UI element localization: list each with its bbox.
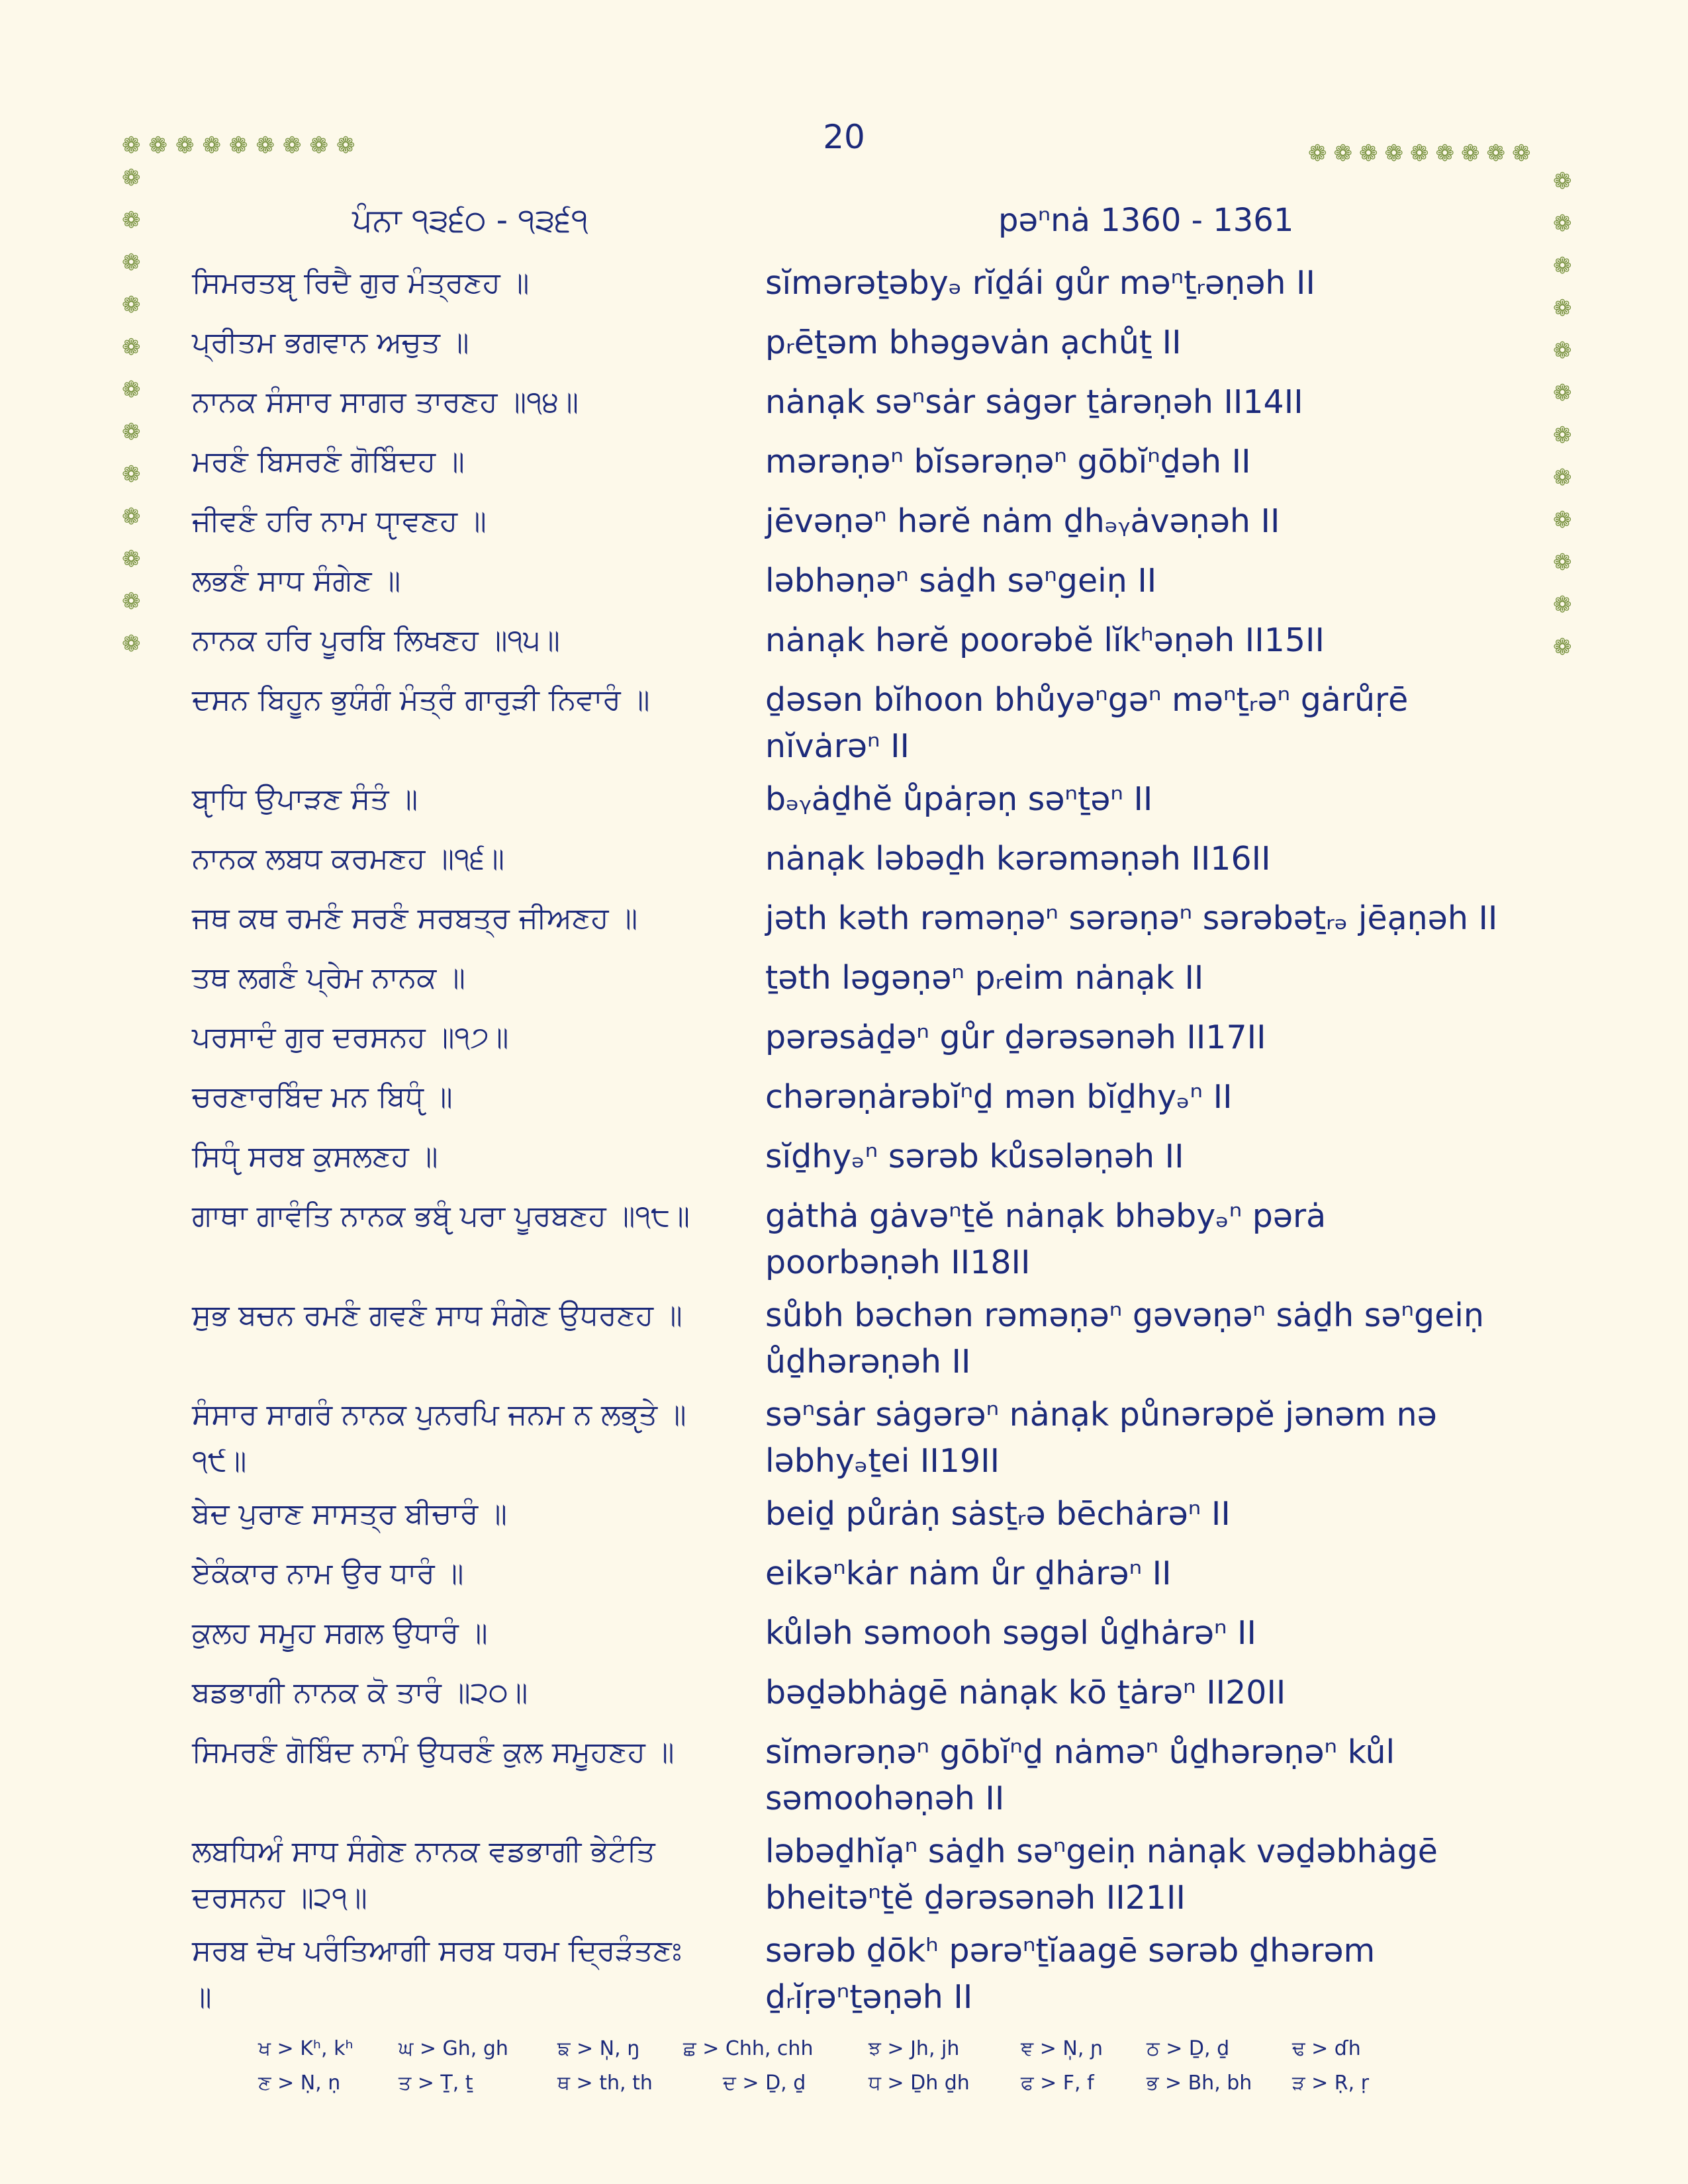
ornament-border-left: [122, 167, 144, 655]
page-number: 20: [823, 118, 865, 156]
verse-transliteration: jēvəṇəⁿ hərĕ nȧm ḏhₔᵧȧvəṇəh II: [765, 502, 1280, 540]
verse-gurmukhi: ਨਾਨਕ ਲਬਧ ਕਰਮਣਹ ॥੧੬॥: [192, 842, 504, 876]
flower-ornament-icon: ❁: [1553, 210, 1572, 237]
verse-gurmukhi: ਬੇਦ ਪੁਰਾਣ ਸਾਸਤ੍ਰ ਬੀਚਾਰੰ ॥: [192, 1497, 507, 1531]
verse-transliteration: sĭmərəṇəⁿ gōbĭⁿḏ nȧməⁿ ůḏhərəṇəⁿ kůl səmoohəṇəh II: [765, 1733, 1395, 1817]
verse-transliteration: nȧnạk ləbəḏh kərəməṇəh II16II: [765, 840, 1271, 878]
flower-ornament-icon: ❁: [1384, 140, 1410, 167]
flower-ornament-icon: ❁: [122, 631, 141, 657]
legend-entry: ਞ > N̩, ɲ: [1021, 2037, 1103, 2060]
verse-gurmukhi: ਬੵਾਧਿ ਉਪਾੜਣ ਸੰਤੰ ॥: [192, 782, 418, 816]
verse-gurmukhi: ਸਰਬ ਦੋਖ ਪਰੰਤਿਆਗੀ ਸਰਬ ਧਰਮ ਦ੍ਰਿੜੰਤਣਃ ॥: [192, 1934, 682, 2014]
flower-ornament-icon: ❁: [122, 250, 141, 276]
flower-ornament-icon: ❁: [122, 132, 149, 159]
flower-ornament-icon: ❁: [1333, 140, 1359, 167]
flower-ornament-icon: ❁: [1553, 634, 1572, 660]
legend-entry: ਭ > Bh, bh: [1147, 2071, 1252, 2095]
flower-ornament-icon: ❁: [336, 132, 363, 159]
flower-ornament-icon: ❁: [1359, 140, 1385, 167]
verse-gurmukhi: ਗਾਥਾ ਗਾਵੰਤਿ ਨਾਨਕ ਭਬੵੰ ਪਰਾ ਪੂਰਬਣਹ ॥੧੮॥: [192, 1199, 690, 1233]
verse-transliteration: kůləh səmooh səgəl ůḏhȧrəⁿ II: [765, 1614, 1256, 1652]
legend-entry: ਘ > Gh, gh: [399, 2037, 508, 2060]
verse-gurmukhi: ਸੁਭ ਬਚਨ ਰਮਣੰ ਗਵਣੰ ਸਾਧ ਸੰਗੇਣ ਉਧਰਣਹ ॥: [192, 1298, 682, 1332]
ornament-border-right: [1553, 170, 1575, 659]
verse-gurmukhi: ਦਸਨ ਬਿਹੂਨ ਭੁਯੰਗੰ ਮੰਤ੍ਰੰ ਗਾਰੁੜੀ ਨਿਵਾਰੰ ॥: [192, 683, 650, 717]
verse-transliteration: sərəb ḏōkʰ pərəⁿṯĭaagē sərəb ḏhərəm ḏᵣĭṛəⁿṯəṇəh II: [765, 1932, 1376, 2016]
verse-gurmukhi: ਨਾਨਕ ਹਰਿ ਪੂਰਬਿ ਲਿਖਣਹ ॥੧੫॥: [192, 623, 560, 657]
flower-ornament-icon: ❁: [1553, 422, 1572, 449]
verse-transliteration: səⁿsȧr sȧgərəⁿ nȧnạk půnərəpĕ jənəm nə ləbhyₔṯei II19II: [765, 1396, 1437, 1480]
legend-entry: ਥ > th, th: [557, 2071, 653, 2095]
verse-transliteration: sůbh bəchən rəməṇəⁿ gəvəṇəⁿ sȧḏh səⁿgeiṇ ůḏhərəṇəh II: [765, 1297, 1484, 1381]
verse-transliteration: gȧthȧ gȧvəⁿṯĕ nȧnạk bhəbyₔⁿ pərȧ poorbəṇəh II18II: [765, 1197, 1327, 1281]
verse-transliteration: beiḏ půrȧṇ sȧsṯᵣə bēchȧrəⁿ II: [765, 1495, 1231, 1533]
flower-ornament-icon: ❁: [122, 504, 141, 530]
legend-entry: ਖ > Kʰ, kʰ: [258, 2037, 353, 2060]
flower-ornament-icon: ❁: [1553, 168, 1572, 195]
verse-gurmukhi: ਸਿਧੵੰ ਸਰਬ ਕੁਸਲਣਹ ॥: [192, 1140, 438, 1173]
flower-ornament-icon: ❁: [229, 132, 256, 159]
legend-entry: ਛ > Chh, chh: [683, 2037, 814, 2060]
flower-ornament-icon: ❁: [1553, 295, 1572, 322]
legend-entry: ਢ > ɗh: [1292, 2037, 1361, 2060]
flower-ornament-icon: ❁: [256, 132, 283, 159]
legend-entry: ਣ > Ṇ, ṇ: [258, 2071, 341, 2095]
flower-ornament-icon: ❁: [122, 207, 141, 234]
flower-ornament-icon: ❁: [1308, 140, 1334, 167]
verse-gurmukhi: ਸਿਮਰਤਬੵ ਰਿਦੈ ਗੁਰ ਮੰਤ੍ਰਣਹ ॥: [192, 266, 530, 300]
verse-gurmukhi: ਪਰਸਾਦੰ ਗੁਰ ਦਰਸਨਹ ॥੧੭॥: [192, 1021, 509, 1054]
verse-transliteration: sĭḏhyₔⁿ sərəb kůsələṇəh II: [765, 1138, 1184, 1175]
legend-entry: ਫ > F, f: [1021, 2071, 1094, 2095]
verse-gurmukhi: ਪ੍ਰੀਤਮ ਭਗਵਾਨ ਅਚੁਤ ॥: [192, 326, 469, 359]
flower-ornament-icon: ❁: [1553, 592, 1572, 618]
flower-ornament-icon: ❁: [122, 165, 141, 191]
flower-ornament-icon: ❁: [122, 334, 141, 361]
flower-ornament-icon: ❁: [1553, 338, 1572, 364]
header-transliteration: pəⁿnȧ 1360 - 1361: [998, 202, 1294, 239]
verse-gurmukhi: ਸੰਸਾਰ ਸਾਗਰੰ ਨਾਨਕ ਪੁਨਰਪਿ ਜਨਮ ਨ ਲਭੵਤੇ ॥੧੯॥: [192, 1398, 686, 1478]
verse-gurmukhi: ਏਕੰਕਾਰ ਨਾਮ ਉਰ ਧਾਰੰ ॥: [192, 1557, 464, 1590]
flower-ornament-icon: ❁: [309, 132, 336, 159]
flower-ornament-icon: ❁: [1553, 380, 1572, 406]
flower-ornament-icon: ❁: [1553, 253, 1572, 279]
header-gurmukhi: ਪੰਨਾ ੧੩੬੦ - ੧੩੬੧: [352, 202, 588, 239]
verse-transliteration: pᵣēṯəm bhəgəvȧn ạchůṯ II: [765, 324, 1182, 361]
flower-ornament-icon: ❁: [122, 419, 141, 445]
verse-transliteration: bₔᵧȧḏhĕ ůpȧṛəṇ səⁿṯəⁿ II: [765, 780, 1153, 818]
flower-ornament-icon: ❁: [122, 588, 141, 615]
verse-transliteration: eikəⁿkȧr nȧm ůr ḏhȧrəⁿ II: [765, 1555, 1172, 1592]
legend-entry: ਧ > Ḏh ḏh: [868, 2071, 970, 2095]
flower-ornament-icon: ❁: [1553, 465, 1572, 491]
flower-ornament-icon: ❁: [1512, 140, 1538, 167]
verse-transliteration: nȧnạk səⁿsȧr sȧgər ṯȧrəṇəh II14II: [765, 383, 1303, 421]
verse-gurmukhi: ਮਰਣੰ ਬਿਸਰਣੰ ਗੋਬਿੰਦਹ ॥: [192, 445, 465, 478]
verse-transliteration: mərəṇəⁿ bĭsərəṇəⁿ gōbĭⁿḏəh II: [765, 443, 1251, 480]
flower-ornament-icon: ❁: [122, 292, 141, 318]
flower-ornament-icon: ❁: [122, 546, 141, 572]
flower-ornament-icon: ❁: [122, 461, 141, 488]
verse-gurmukhi: ਲਭਣੰ ਸਾਧ ਸੰਗੇਣ ॥: [192, 564, 401, 598]
verse-gurmukhi: ਚਰਣਾਰਬਿੰਦ ਮਨ ਬਿਧੵੰ ॥: [192, 1080, 453, 1114]
verse-gurmukhi: ਤਥ ਲਗਣੰ ਪ੍ਰੇਮ ਨਾਨਕ ॥: [192, 961, 465, 995]
flower-ornament-icon: ❁: [1553, 507, 1572, 533]
flower-ornament-icon: ❁: [148, 132, 175, 159]
verse-gurmukhi: ਸਿਮਰਣੰ ਗੋਬਿੰਦ ਨਾਮੰ ਉਧਰਣੰ ਕੁਲ ਸਮੂਹਣਹ ॥: [192, 1735, 675, 1769]
legend-entry: ੜ > Ṛ, ṛ: [1292, 2071, 1370, 2095]
verse-gurmukhi: ਲਬਧਿਅੰ ਸਾਧ ਸੰਗੇਣ ਨਾਨਕ ਵਡਭਾਗੀ ਭੇਟੰਤਿ ਦਰਸਨਹ ॥੨੧॥: [192, 1835, 655, 1915]
legend-entry: ਦ > Ḏ, ḏ: [723, 2071, 806, 2095]
verse-gurmukhi: ਜਥ ਕਥ ਰਮਣੰ ਸਰਣੰ ਸਰਬਤ੍ਰ ਜੀਅਣਹ ॥: [192, 901, 638, 935]
verse-gurmukhi: ਨਾਨਕ ਸੰਸਾਰ ਸਾਗਰ ਤਾਰਣਹ ॥੧੪॥: [192, 385, 579, 419]
verse-transliteration: chərəṇȧrəbĭⁿḏ mən bĭḏhyₔⁿ II: [765, 1078, 1233, 1116]
legend-entry: ਠ > Ḏ, ḏ: [1147, 2037, 1230, 2060]
verse-transliteration: ləbəḏhĭạⁿ sȧḏh səⁿgeiṇ nȧnạk vəḏəbhȧgē bheitəⁿṯĕ ḏərəsənəh II21II: [765, 1833, 1438, 1917]
verse-transliteration: pərəsȧḏəⁿ gůr ḏərəsənəh II17II: [765, 1019, 1266, 1056]
ornament-border-top-right: [1308, 142, 1538, 165]
flower-ornament-icon: ❁: [202, 132, 229, 159]
flower-ornament-icon: ❁: [122, 377, 141, 403]
verse-transliteration: ḏəsən bĭhoon bhůyəⁿgəⁿ məⁿṯᵣəⁿ gȧrůṛē nĭvȧrəⁿ II: [765, 681, 1409, 765]
legend-entry: ਝ > Jh, jh: [868, 2037, 960, 2060]
verse-transliteration: bəḏəbhȧgē nȧnạk kō ṯȧrəⁿ II20II: [765, 1674, 1286, 1711]
flower-ornament-icon: ❁: [283, 132, 310, 159]
verse-gurmukhi: ਕੁਲਹ ਸਮੂਹ ਸਗਲ ਉਧਾਰੰ ॥: [192, 1616, 488, 1650]
flower-ornament-icon: ❁: [1486, 140, 1512, 167]
verse-transliteration: ṯəth ləgəṇəⁿ pᵣeim nȧnạk II: [765, 959, 1204, 997]
flower-ornament-icon: ❁: [1410, 140, 1436, 167]
flower-ornament-icon: ❁: [175, 132, 203, 159]
verse-transliteration: sĭmərəṯəbyₔ rĭḏái gůr məⁿṯᵣəṇəh II: [765, 264, 1315, 302]
verse-gurmukhi: ਬਡਭਾਗੀ ਨਾਨਕ ਕੋ ਤਾਰੰ ॥੨੦॥: [192, 1676, 528, 1709]
flower-ornament-icon: ❁: [1435, 140, 1461, 167]
verse-transliteration: nȧnạk hərĕ poorəbĕ lĭkʰəṇəh II15II: [765, 621, 1325, 659]
flower-ornament-icon: ❁: [1553, 549, 1572, 576]
verse-transliteration: jəth kəth rəməṇəⁿ sərəṇəⁿ sərəbəṯᵣₔ jēạṇəh II: [765, 899, 1498, 937]
verse-transliteration: ləbhəṇəⁿ sȧḏh səⁿgeiṇ II: [765, 562, 1157, 600]
legend-entry: ਙ > N̩, ŋ: [557, 2037, 640, 2060]
flower-ornament-icon: ❁: [1461, 140, 1487, 167]
legend-entry: ਤ > Ṯ, ṯ: [399, 2071, 473, 2095]
ornament-border-top-left: [122, 134, 363, 157]
verse-gurmukhi: ਜੀਵਣੰ ਹਰਿ ਨਾਮ ਧੵਾਵਣਹ ॥: [192, 504, 487, 538]
